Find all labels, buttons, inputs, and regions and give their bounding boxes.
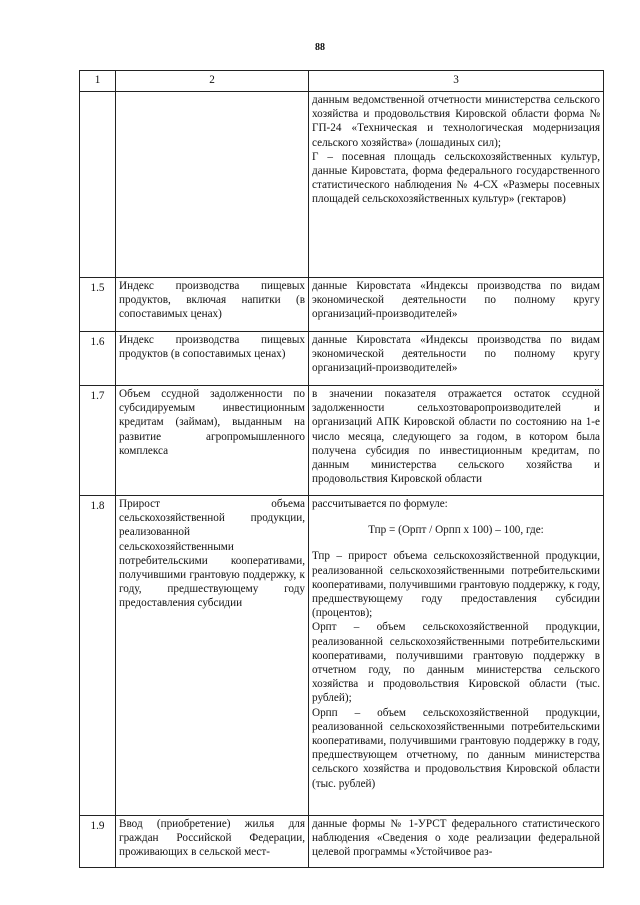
table-row [80, 816, 604, 868]
indicator-description [309, 92, 604, 278]
description-paragraph: в значении показателя отражается остаток ссудной задолженности сельхозтоваропроизводителей и организаций АПК Кировской области по состоянию на 1-е число месяца, следующего за годом, в котором была получена субсидия по инвестиционным кредитам, по данным министерства сельского хозяйства и продовольствия Кировской области [312, 388, 600, 486]
row-number: 1.5 [80, 278, 116, 332]
formula-intro: рассчитывается по формуле: [312, 498, 448, 510]
description-paragraph: Тпр – прирост объема сельскохозяйственной продукции, реализованной сельскохозяйственными потребительскими кооперативами, получившими грантовую поддержку, к году, предшествующему году предоставления субсидии (процентов); [312, 550, 600, 620]
table-row [80, 496, 604, 816]
column-header-3: 3 [309, 71, 604, 92]
table-row [80, 386, 604, 496]
table-row [80, 92, 604, 278]
row-number: 1.8 [80, 496, 116, 816]
row-number: 1.7 [80, 386, 116, 496]
description-paragraph: данные Кировстата «Индексы производства по видам экономической деятельности по полному кругу организаций-производителей» [312, 280, 600, 321]
description-paragraph: Г – посевная площадь сельскохозяйственных культур, данные Кировстата, форма федерального государственного статистического наблюдения № 4-СХ «Размеры посевных площадей сельскохозяйственных культур» (гектаров) [312, 150, 600, 206]
indicator-name: Объем ссудной задолженности по субсидируемым инвестиционным кредитам (займам), выданным на развитие агропромышленного комплекса [116, 386, 309, 496]
column-header-1: 1 [80, 71, 116, 92]
indicator-name: Индекс производства пищевых продуктов (в сопоставимых ценах) [116, 332, 309, 386]
indicator-name: Индекс производства пищевых продуктов, включая напитки (в сопоставимых ценах) [116, 278, 309, 332]
indicator-description [309, 332, 604, 386]
table-row [80, 332, 604, 386]
row-number: 1.6 [80, 332, 116, 386]
indicator-name [116, 92, 309, 278]
row-number [80, 92, 116, 278]
table-row [80, 278, 604, 332]
description-paragraph: Орпт – объем сельскохозяйственной продукции, реализованной сельскохозяйственными потребительскими кооперативами, получившими грантовую поддержку в отчетном году, по данным министерства сельского хозяйства и продовольствия Кировской области (тыс. рублей); [312, 621, 600, 705]
indicator-description [309, 278, 604, 332]
indicator-description [309, 496, 604, 816]
column-header-2: 2 [116, 71, 309, 92]
description-paragraph: данные Кировстата «Индексы производства по видам экономической деятельности по полному кругу организаций-производителей» [312, 334, 600, 375]
page-number: 88 [315, 42, 325, 53]
indicator-description [309, 386, 604, 496]
description-paragraph: данные формы № 1-УРСТ федерального статистического наблюдения «Сведения о ходе реализации федеральной целевой программы «Устойчивое раз- [312, 818, 600, 859]
row-number: 1.9 [80, 816, 116, 868]
description-paragraph: данным ведомственной отчетности министерства сельского хозяйства и продовольствия Кировской области форма № ГП-24 «Техническая и технологическая модернизация сельского хозяйства» (лошадиных сил); [312, 94, 600, 149]
formula: Тпр = (Орпт / Орпп х 100) – 100, где: [368, 524, 544, 537]
indicator-description [309, 816, 604, 868]
indicator-name: Ввод (приобретение) жилья для граждан Российской Федерации, проживающих в сельской мест- [116, 816, 309, 868]
indicator-table [79, 70, 604, 868]
table-header-row [80, 71, 604, 92]
description-paragraph: Орпп – объем сельскохозяйственной продукции, реализованной сельскохозяйственными потребительскими кооперативами, получившими грантовую поддержку в году, предшествующем отчетному, по данным министерства сельского хозяйства и продовольствия Кировской области (тыс. рублей) [312, 706, 600, 790]
indicator-name: Прирост объема сельскохозяйственной продукции, реализованной сельскохозяйственными потребительскими кооперативами, получившими грантовую поддержку, к году, предшествующему году предоставления субсидии [116, 496, 309, 816]
